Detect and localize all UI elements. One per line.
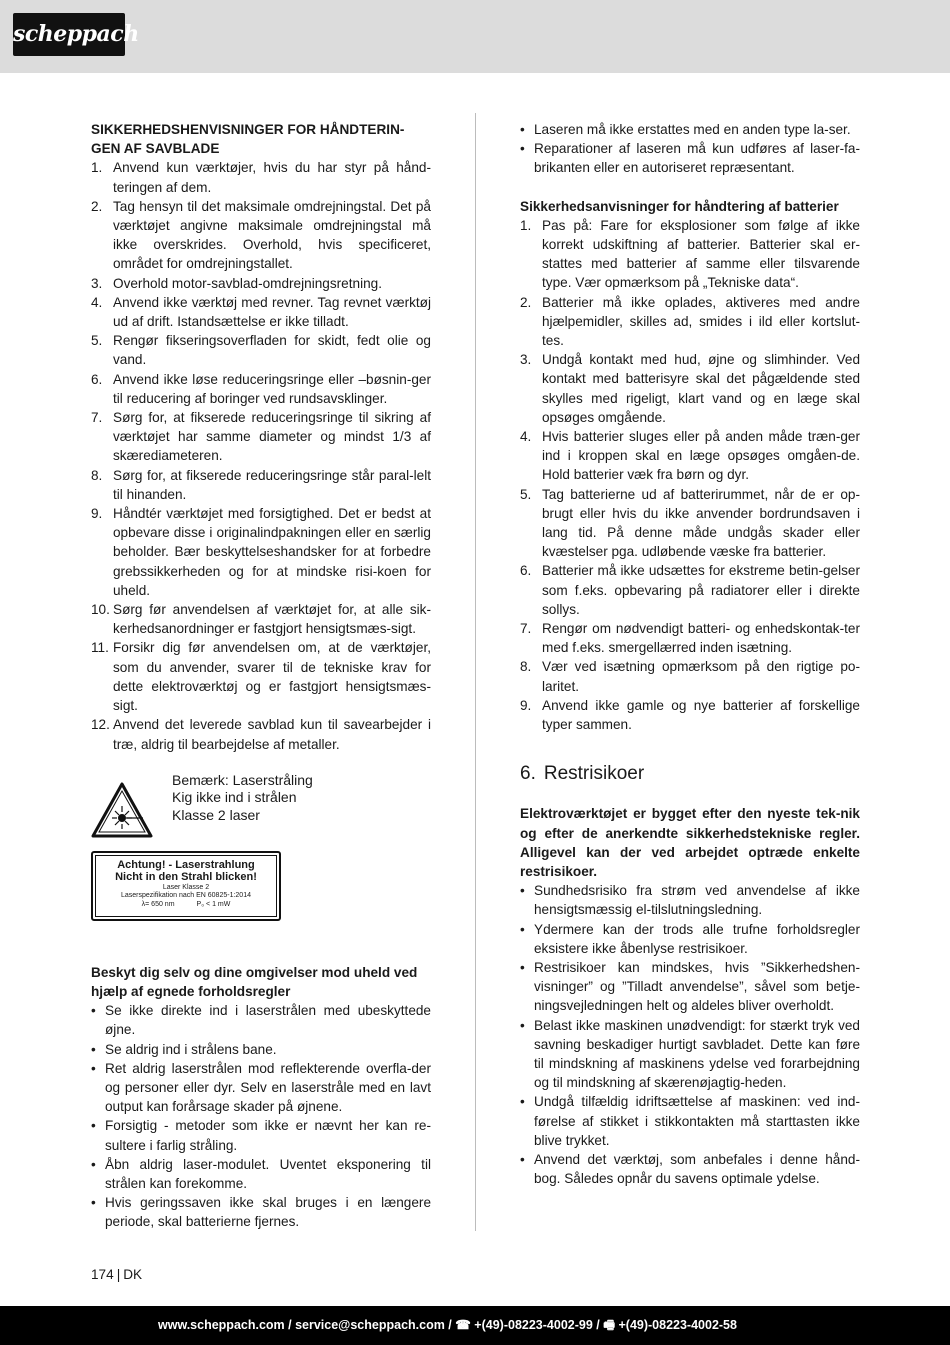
list-item: 6. Batterier må ikke udsættes for ekstreme betin-gelser som f.eks. opbevaring på radiatorer eller i direkte sollys. (520, 563, 860, 617)
list-item: 10. Sørg før anvendelsen af værktøjet for, at alle sik-kerhedsanordninger er fastgjort hensigtsmæs-sigt. (91, 602, 431, 637)
list-item: 9. Håndtér værktøjet med forsigtighed. Det er bedst at opbevare disse i originalindpakningen eller en særlig beholder. Bær beskyttelseshandsker for at forbedre grebssikkerheden og for at mindske risi-koen for uheld. (91, 506, 431, 598)
list-item: • Undgå tilfældig idriftsættelse af maskinen: ved ind-førelse af stikket i stikkontakten må starttasten ikke blive trykket. (520, 1094, 860, 1148)
brand-logo (13, 13, 139, 56)
battery-list (520, 216, 860, 734)
list-item: • Ret aldrig laserstrålen mod reflekterende overfla-der og personer eller dyr. Selv en laserstråle med en lavt output kan forårsage skader på øjnene. (91, 1060, 431, 1115)
list-item: 5. Tag batterierne ud af batterirummet, når de er op-brugt eller hvis du ikke anvender bordrundsaven i lang tid. På denne måde undgås skader eller kvæstelser pga. udløbende væske fra batterier. (520, 486, 860, 560)
list-item: 6. Anvend ikke løse reduceringsringe eller –bøsnin-ger til reducering af boringer ved rundsavsklinger. (91, 371, 431, 406)
list-item: 1. Pas på: Fare for eksplosioner som følge af ikke korrekt udskiftning af batterier. Batterier skal er-stattes med batterier af samme eller tilsvarende type. Vær opmærksom på „Tekniske data“. (520, 217, 860, 291)
protect-heading: Beskyt dig selv og dine omgivelser mod uheld ved hjælp af egnede forholdsregler (91, 964, 418, 999)
list-item: • Ydermere kan der trods alle trufne forholdsregler eksistere ikke åbenlyse restrisikoer. (520, 921, 860, 956)
list-item: 11. Forsikr dig før anvendelsen om, at de værktøjer, som du anvender, svarer til de tekniske krav for dette elektroværktøj og er fastgjort hensigtsmæs-sigt. (91, 640, 431, 714)
left-column (91, 120, 431, 1232)
section-title: 6. Restrisikoer (520, 763, 645, 785)
list-item: 4. Anvend ikke værktøj med revner. Tag revnet værktøj ud af drift. Istandsættelse er ikke tilladt. (91, 294, 431, 330)
battery-heading: Sikkerhedsanvisninger for håndtering af batterier (520, 198, 839, 214)
protect-list (91, 1001, 431, 1231)
list-item: 3. Overhold motor-savblad-omdrejningsretning. (91, 275, 382, 291)
risk-list (520, 881, 860, 1188)
list-item: • Anvend det værktøj, som anbefales i denne hånd-bog. Således opnår du savens optimale ydelse. (520, 1151, 860, 1187)
saw-blade-list (91, 158, 431, 753)
laser-warning-icon (91, 782, 153, 838)
list-item: 4. Hvis batterier sluges eller på anden måde træn-ger ind i kroppen skal en læge opsøges omgåen-de. Hold batterier væk fra børn og dyr. (520, 429, 860, 483)
laser-list (520, 120, 860, 178)
list-item: • Belast ikke maskinen unødvendigt: for stærkt tryk ved savning beskadiger hurtigt savbladet. Dette kan føre til mindskning af maskinens ydelse ved forarbejdning og til mindskning af skærenøjagtig-heden. (520, 1017, 860, 1091)
list-item: • Reparationer af laseren må kun udføres af laser-fa-brikanten eller en autoriseret repræsentant. (520, 141, 860, 176)
page-header (0, 0, 950, 73)
list-item: • Restrisikoer kan mindskes, hvis ”Sikkerhedshen-visninger” og ”Tilladt anvendelse”, såvel som betje-ningsvejledningen helt og aldeles bliver overholdt. (520, 959, 860, 1014)
note-text: Bemærk: Laserstråling Kig ikke ind i strålen Klasse 2 laser (172, 771, 313, 823)
right-column (520, 120, 860, 1188)
logo-text: scheppach (13, 21, 139, 47)
section-intro: Elektroværktøjet er bygget efter den nyeste tek-nik og efter de anerkendte sikkerhedstekniske regler. Alligevel kan der ved arbejdet optræde enkelte restrisikoer. (520, 806, 860, 879)
list-item: 2. Batterier må ikke oplades, aktiveres med andre hjælpemidler, skilles ad, smides i ild eller kortslut-tes. (520, 294, 860, 349)
list-item: 3. Undgå kontakt med hud, øjne og slimhinder. Ved kontakt med batterisyre skal det pågældende sted skylles med rigeligt, klart vand og en læge skal opsøges omgående. (520, 352, 860, 425)
list-item: 1. Anvend kun værktøjer, hvis du har styr på hånd-teringen af dem. (91, 160, 431, 195)
list-item: 8. Sørg for, at fikserede reduceringsringe står paral-lelt til hinanden. (91, 467, 431, 502)
footer-contact: www.scheppach.com / service@scheppach.com / ☎ +(49)-08223-4002-99 / 🖷 +(49)-08223-4002-58 (158, 1318, 737, 1332)
list-item: 12. Anvend det leverede savblad kun til savearbejder i træ, aldrig til bearbejdelse af metaller. (91, 717, 431, 752)
list-item: 2. Tag hensyn til det maksimale omdrejningstal. Det på værktøjet angivne maksimale omdrejningstal må ikke overskrides. Overhold, hvis specificeret, området for omdrejningstallet. (91, 198, 431, 272)
laser-warning-label: Achtung! - Laserstrahlung Nicht in den Strahl blicken! Laser Klasse 2 Laserspezifikation nach EN 60825-1:2014 λ= 650 nm P₀ < 1 mW (91, 851, 281, 921)
saw-blade-heading: SIKKERHEDSHENVISNINGER FOR HÅNDTERIN-GEN AF SAVBLADE (91, 122, 405, 157)
list-item: • Se ikke direkte ind i laserstrålen med ubeskyttede øjne. (91, 1003, 431, 1038)
list-item: 5. Rengør fikseringsoverfladen for skidt, fedt olie og vand. (91, 333, 431, 368)
list-item: • Hvis geringssaven ikke skal bruges i en længere periode, skal batterierne fjernes. (91, 1195, 431, 1230)
list-item: • Sundhedsrisiko fra strøm ved anvendelse af ikke hensigtsmæssig el-tilslutningsledning. (520, 883, 860, 918)
laser-note (91, 772, 431, 847)
list-item: 9. Anvend ikke gamle og nye batterier af forskellige typer sammen. (520, 697, 860, 733)
list-item: 7. Sørg for, at fikserede reduceringsringe til sikring af værktøjet har samme diameter og mindst 1/3 af skærediameteren. (91, 410, 431, 464)
page-number: 174 | DK (91, 1267, 143, 1282)
list-item: • Se aldrig ind i strålens bane. (91, 1041, 277, 1057)
column-divider (475, 113, 476, 1231)
list-item: 7. Rengør om nødvendigt batteri- og enhedskontak-ter med f.eks. smergellærred inden isætning. (520, 621, 860, 656)
page-footer (0, 1306, 950, 1345)
list-item: • Laseren må ikke erstattes med en anden type la-ser. (520, 122, 851, 137)
list-item: 8. Vær ved isætning opmærksom på den rigtige po-laritet. (520, 659, 860, 694)
list-item: • Forsigtig - metoder som ikke er nævnt her kan re-sultere i farlig stråling. (91, 1118, 431, 1153)
list-item: • Åbn aldrig laser-modulet. Uventet eksponering til strålen kan forekomme. (91, 1156, 431, 1191)
